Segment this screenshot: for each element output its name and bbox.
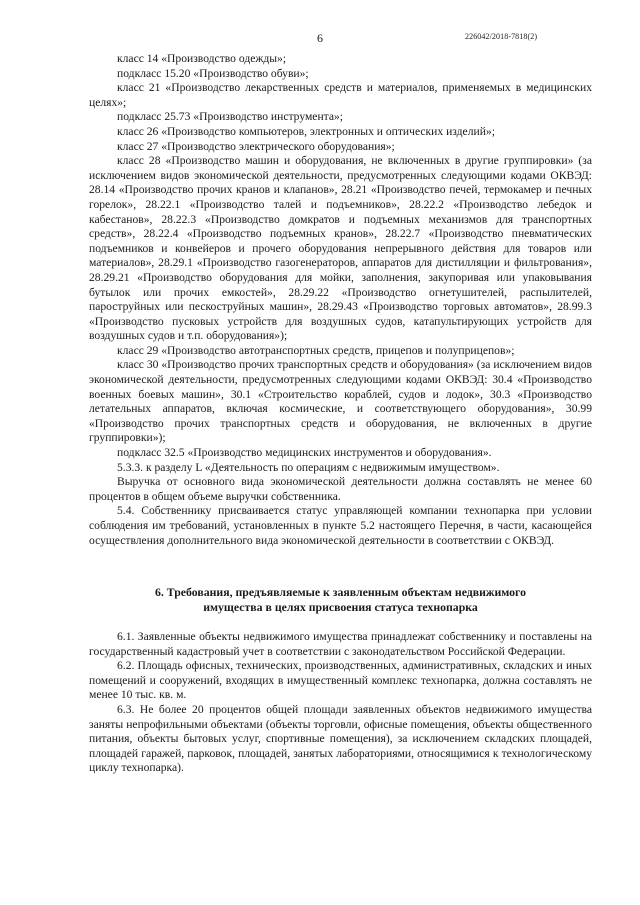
paragraph: Выручка от основного вида экономической деятельности должна составлять не менее 60 процентов в общем объеме выручки собственника. (89, 475, 592, 503)
paragraph: подкласс 25.73 «Производство инструмента»; (117, 110, 344, 124)
section-text (89, 630, 592, 776)
paragraph: класс 21 «Производство лекарственных средств и материалов, применяемых в медицинских целях»; (89, 81, 592, 109)
main-text (89, 52, 592, 548)
paragraph: подкласс 32.5 «Производство медицинских инструментов и оборудования». (117, 446, 492, 460)
paragraph: 6.1. Заявленные объекты недвижимого имущества принадлежат собственнику и поставлены на государственный кадастровый учет в соответствии с законодательством Российской Федерации. (89, 630, 592, 658)
section-heading (89, 585, 592, 615)
paragraph: 5.3.3. к разделу L «Деятельность по операциям с недвижимым имуществом». (117, 460, 500, 474)
paragraph: класс 28 «Производство машин и оборудования, не включенных в другие группировки» (за исключением видов экономической деятельности, предусмотренных следующими кодами ОКВЭД: 28.14 «Производство прочих кранов и клапанов», 28.21 «Производство печей, термокамер и печных горелок», 28.22.1 «Производство талей и подъемников», 28.22.2 «Производство лебедок и кабестанов», 28.22.3 «Производство домкратов и подъемных механизмов для транспортных средств», 28.22.4 «Производство подъемных кранов», 28.22.7 «Производство пневматических подъемников и конвейеров и прочего оборудования непрерывного действия для товаров или материалов», 28.29.1 «Производство газогенераторов, аппаратов для дистилляции и фильтрования», 28.29.21 «Производство оборудования для мойки, заполнения, закупоривая или упаковывания бутылок или прочих емкостей», 28.29.22 «Производство огнетушителей, распылителей, пароструйных или пескоструйных машин», 28.29.43 «Производство торговых автоматов», 28.99.3 «Производство пусковых устройств для воздушных судов, катапультирующих устройств для воздушных судов и т.п. оборудования»); (89, 154, 592, 343)
paragraph: класс 30 «Производство прочих транспортных средств и оборудования» (за исключением видов экономической деятельности, предусмотренных следующими кодами ОКВЭД: 30.4 «Производство военных боевых машин», 30.1 «Строительство кораблей, судов и лодок», 30.3 «Производство летательных аппаратов, включая космические, и соответствующего оборудования», 30.99 «Производство прочих транспортных средств и оборудования, не включенных в другие группировки»); (89, 358, 592, 445)
paragraph: 6.2. Площадь офисных, технических, производственных, административных, складских и иных помещений и сооружений, входящих в имущественный комплекс технопарка, должна составлять не менее 10 тыс. кв. м. (89, 659, 592, 702)
paragraph: класс 14 «Производство одежды»; (117, 52, 287, 65)
paragraph: подкласс 15.20 «Производство обуви»; (117, 66, 309, 80)
paragraph: класс 29 «Производство автотранспортных средств, прицепов и полуприцепов»; (117, 343, 515, 357)
paragraph: класс 27 «Производство электрического оборудования»; (117, 139, 395, 153)
section-heading-line: 6. Требования, предъявляемые к заявленным объектам недвижимого (154, 585, 527, 599)
page-number: 6 (317, 31, 323, 45)
paragraph: класс 26 «Производство компьютеров, электронных и оптических изделий»; (117, 124, 495, 138)
paragraph: 6.3. Не более 20 процентов общей площади заявленных объектов недвижимого имущества заняты непрофильными объектами (объекты торговли, офисные помещения, объекты общественного питания, объекты бытовых услуг, спортивные помещения), за исключением складских площадей, площадей гаражей, парковок, площадей, занятых лабораториями, относящимися к технологическому циклу технопарка). (89, 702, 592, 775)
paragraph: 5.4. Собственнику присваивается статус управляющей компании технопарка при условии соблюдения им требований, установленных в пункте 5.2 настоящего Перечня, в части, касающейся осуществления дополнительного вида экономической деятельности в соответствии с ОКВЭД. (89, 504, 592, 547)
section-heading-line: имущества в целях присвоения статуса технопарка (203, 600, 478, 614)
document-id: 226042/2018-7818(2) (465, 32, 538, 41)
